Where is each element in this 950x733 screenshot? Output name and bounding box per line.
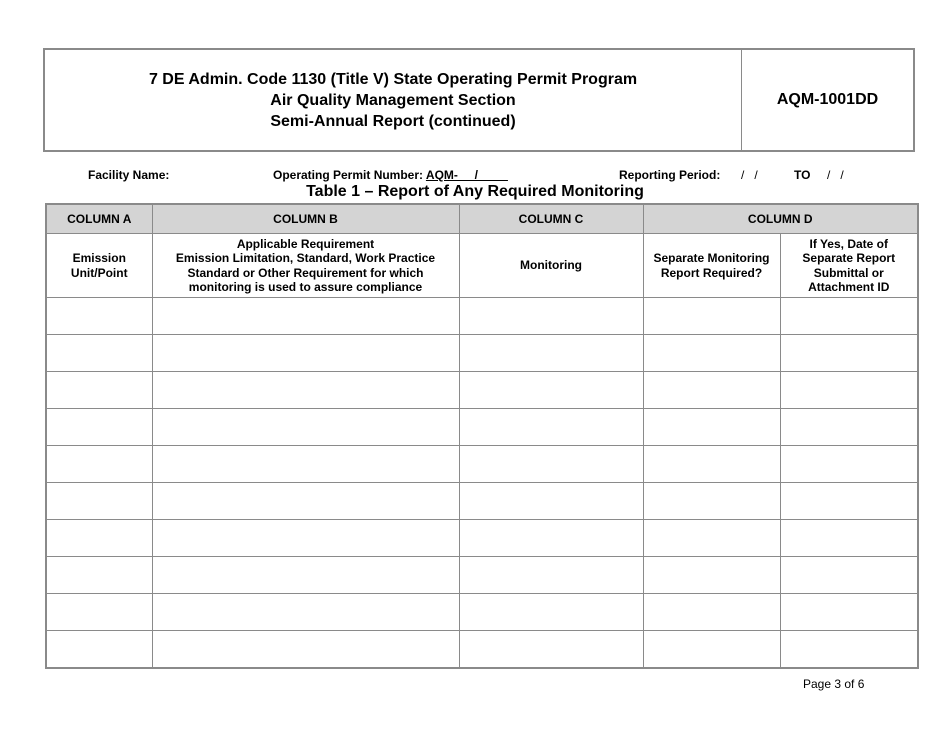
form-code: AQM-1001DD <box>776 91 879 108</box>
column-label-row <box>46 204 918 234</box>
period-from-date[interactable]: / / <box>741 168 758 182</box>
emission-unit-cell[interactable] <box>46 520 152 557</box>
emission-unit-cell[interactable] <box>46 631 152 669</box>
emission-unit-cell[interactable] <box>46 298 152 335</box>
applicable-requirement-cell[interactable] <box>152 409 459 446</box>
report-date-cell[interactable] <box>780 594 918 631</box>
table-row <box>46 335 918 372</box>
separate-report-cell[interactable] <box>643 298 780 335</box>
table-row <box>46 520 918 557</box>
separate-report-cell[interactable] <box>643 446 780 483</box>
applicable-requirement-header <box>152 234 459 298</box>
title-line-3: Semi-Annual Report (continued) <box>270 112 516 130</box>
report-date-cell[interactable] <box>780 520 918 557</box>
report-date-cell[interactable] <box>780 298 918 335</box>
report-date-cell[interactable] <box>780 372 918 409</box>
permit-number-field[interactable] <box>273 168 508 182</box>
table-row <box>46 372 918 409</box>
title-line-1: 7 DE Admin. Code 1130 (Title V) State Operating Permit Program <box>148 70 638 88</box>
separate-report-cell[interactable] <box>643 409 780 446</box>
period-to-label: TO <box>794 168 811 182</box>
sub-header-row <box>46 234 918 298</box>
form-header <box>43 48 915 152</box>
emission-unit-cell[interactable] <box>46 446 152 483</box>
column-c-header: COLUMN C <box>459 204 643 234</box>
monitoring-header: Monitoring <box>459 234 643 298</box>
table-row <box>46 483 918 520</box>
column-b-header: COLUMN B <box>152 204 459 234</box>
table-row <box>46 298 918 335</box>
emission-unit-header: Emission Unit/Point <box>46 234 152 298</box>
emission-unit-cell[interactable] <box>46 483 152 520</box>
facility-name-label: Facility Name: <box>88 168 170 182</box>
report-date-cell[interactable] <box>780 335 918 372</box>
table-caption: Table 1 – Report of Any Required Monitoring <box>306 183 644 200</box>
separate-report-cell[interactable] <box>643 483 780 520</box>
separate-report-header: Separate Monitoring Report Required? <box>643 234 780 298</box>
table-body <box>46 298 918 669</box>
table-row <box>46 631 918 669</box>
separate-report-cell[interactable] <box>643 372 780 409</box>
applicable-requirement-cell[interactable] <box>152 520 459 557</box>
monitoring-cell[interactable] <box>459 409 643 446</box>
emission-unit-cell[interactable] <box>46 594 152 631</box>
monitoring-cell[interactable] <box>459 631 643 669</box>
permit-number-value[interactable]: AQM- / <box>425 168 508 182</box>
column-a-header: COLUMN A <box>46 204 152 234</box>
applicable-requirement-cell[interactable] <box>152 631 459 669</box>
report-date-header: If Yes, Date of Separate Report Submittal or Attachment ID <box>780 234 918 298</box>
period-to-date[interactable]: / / <box>827 168 844 182</box>
table-row <box>46 557 918 594</box>
page-number: Page 3 of 6 <box>803 677 865 691</box>
emission-unit-cell[interactable] <box>46 372 152 409</box>
report-date-cell[interactable] <box>780 446 918 483</box>
report-date-cell[interactable] <box>780 409 918 446</box>
table-row <box>46 446 918 483</box>
applicable-requirement-title: Applicable Requirement <box>236 236 375 251</box>
applicable-requirement-cell[interactable] <box>152 557 459 594</box>
table-row <box>46 594 918 631</box>
applicable-requirement-cell[interactable] <box>152 446 459 483</box>
separate-report-cell[interactable] <box>643 520 780 557</box>
permit-number-label: Operating Permit Number: <box>273 168 424 182</box>
monitoring-cell[interactable] <box>459 298 643 335</box>
applicable-requirement-cell[interactable] <box>152 298 459 335</box>
monitoring-cell[interactable] <box>459 594 643 631</box>
monitoring-cell[interactable] <box>459 372 643 409</box>
monitoring-cell[interactable] <box>459 520 643 557</box>
emission-unit-cell[interactable] <box>46 335 152 372</box>
separate-report-cell[interactable] <box>643 631 780 669</box>
applicable-requirement-desc: Emission Limitation, Standard, Work Practice Standard or Other Requirement for which monitoring is used to assure compliance <box>175 251 436 294</box>
monitoring-table <box>45 203 919 669</box>
monitoring-cell[interactable] <box>459 557 643 594</box>
report-date-cell[interactable] <box>780 631 918 669</box>
separate-report-cell[interactable] <box>643 594 780 631</box>
separate-report-cell[interactable] <box>643 557 780 594</box>
reporting-period-label: Reporting Period: <box>619 168 721 182</box>
monitoring-cell[interactable] <box>459 335 643 372</box>
report-date-cell[interactable] <box>780 483 918 520</box>
form-title <box>45 50 742 150</box>
monitoring-cell[interactable] <box>459 446 643 483</box>
separate-report-cell[interactable] <box>643 335 780 372</box>
report-date-cell[interactable] <box>780 557 918 594</box>
monitoring-cell[interactable] <box>459 483 643 520</box>
emission-unit-cell[interactable] <box>46 409 152 446</box>
applicable-requirement-cell[interactable] <box>152 483 459 520</box>
title-line-2: Air Quality Management Section <box>270 91 516 109</box>
table-row <box>46 409 918 446</box>
applicable-requirement-cell[interactable] <box>152 335 459 372</box>
applicable-requirement-cell[interactable] <box>152 594 459 631</box>
applicable-requirement-cell[interactable] <box>152 372 459 409</box>
emission-unit-cell[interactable] <box>46 557 152 594</box>
column-d-header: COLUMN D <box>643 204 918 234</box>
